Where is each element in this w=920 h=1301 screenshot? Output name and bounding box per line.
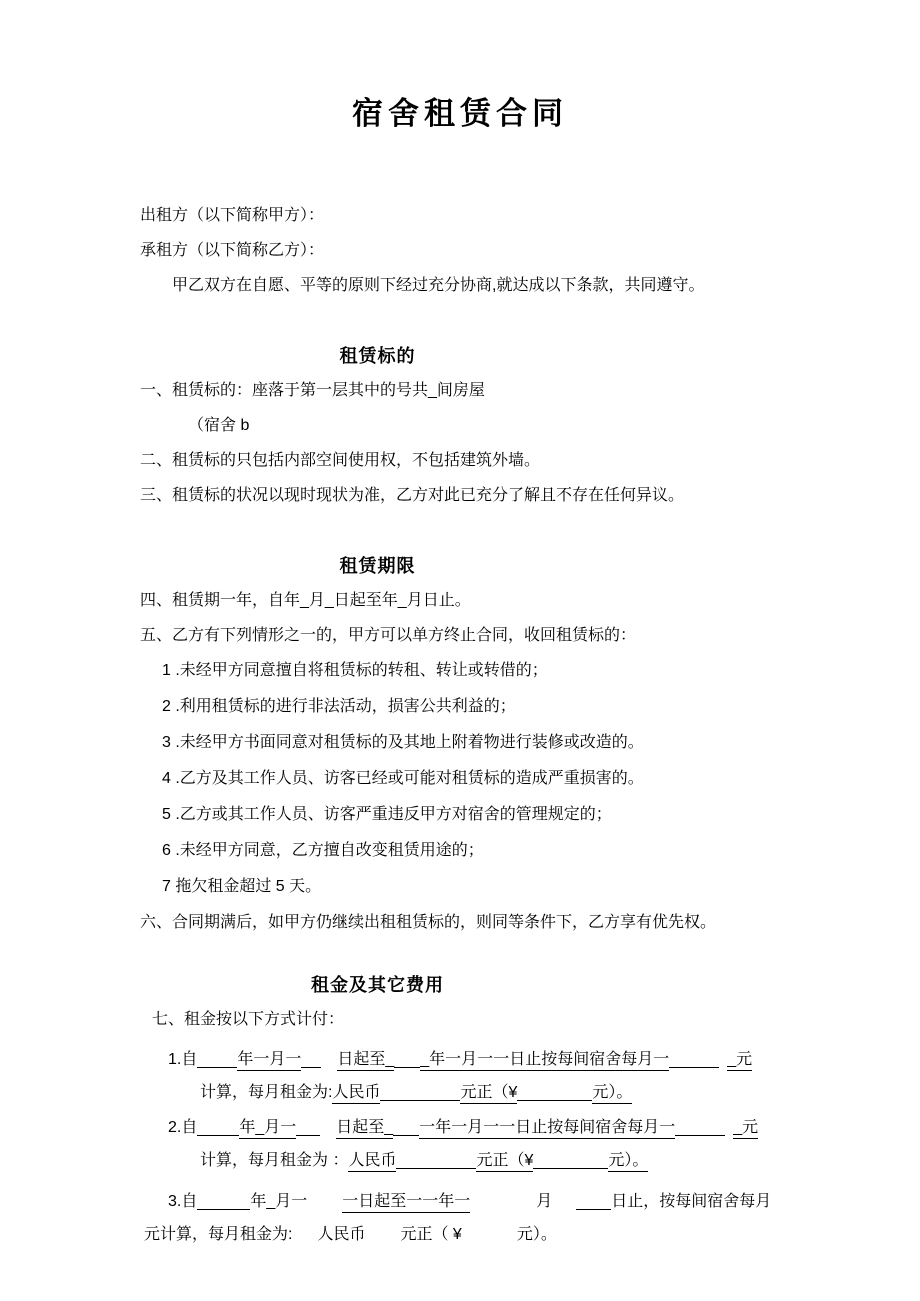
term-condition-2: 2 .利用租赁标的进行非法活动，损害公共利益的； xyxy=(162,698,516,715)
term-condition-3: 3 .未经甲方书面同意对租赁标的及其地上附着物进行装修或改造的。 xyxy=(162,734,644,751)
party-lessee-line: 承租方（以下简称乙方）： xyxy=(140,242,325,259)
rent-text-segment: _元 xyxy=(733,1118,758,1139)
rent-text-segment: 人民币 xyxy=(332,1083,380,1104)
section-heading-rental-subject: 租赁标的 xyxy=(339,346,416,366)
blank-field xyxy=(197,1196,250,1210)
rent-text-segment: 一日止按每间宿舍每月一 xyxy=(493,1050,669,1071)
document-title: 宿舍租赁合同 xyxy=(352,96,568,131)
blank-field xyxy=(393,1122,419,1136)
section-rental-term xyxy=(140,551,615,583)
rent-text-segment: 计算，每月租金为 ： xyxy=(200,1152,349,1169)
clause-4: 四、租赁期一年，自年_月_日起至年_月日止。 xyxy=(140,592,471,609)
rent-text-segment: 元）。 xyxy=(608,1151,648,1172)
clause-1-note: （宿舍 b xyxy=(188,417,250,434)
term-condition-1: 1 .未经甲方同意擅自将租赁标的转租、转让或转借的； xyxy=(162,662,548,679)
rent-item-3-line-1 xyxy=(140,1185,780,1218)
clause-3: 三、租赁标的状况以现时现状为准，乙方对此已充分了解且不存在任何异议。 xyxy=(140,487,685,504)
rent-text-segment: 年一月一 xyxy=(237,1050,301,1071)
section-rental-subject xyxy=(140,341,615,373)
rent-text-segment: 计算，每月租金为: xyxy=(200,1084,333,1101)
blank-field xyxy=(197,1054,237,1068)
rent-text-segment: 年_月一 xyxy=(239,1118,296,1139)
section-rent-and-fees xyxy=(140,970,615,1002)
term-condition-7: 7 拖欠租金超过 5 天。 xyxy=(162,878,322,895)
rent-text-segment: 元计算，每月租金为: xyxy=(144,1226,293,1243)
rent-text-segment: 元正（¥ xyxy=(460,1083,517,1104)
rent-item-1-line-1 xyxy=(140,1043,780,1076)
term-condition-4: 4 .乙方及其工作人员、访客已经或可能对租赁标的造成严重损害的。 xyxy=(162,770,644,787)
rent-text-segment: 3.自 xyxy=(168,1193,198,1210)
blank-field xyxy=(301,1054,321,1068)
rent-text-segment: 元正（ ¥ xyxy=(400,1226,462,1243)
rent-text-segment: 日起至_ xyxy=(337,1050,394,1071)
rent-text-segment: 一年一月一 xyxy=(419,1118,499,1139)
section-heading-rent-and-fees: 租金及其它费用 xyxy=(311,975,444,995)
blank-field xyxy=(576,1196,611,1210)
clause-7: 七、租金按以下方式计付： xyxy=(152,1011,345,1028)
rent-item-1-line-2 xyxy=(140,1076,780,1109)
rent-text-segment: 元正（¥ xyxy=(476,1151,533,1172)
blank-field xyxy=(380,1087,460,1101)
party-lessor-line: 出租方（以下简称甲方）： xyxy=(140,207,325,224)
term-condition-6: 6 .未经甲方同意，乙方擅自改变租赁用途的； xyxy=(162,842,484,859)
preamble-text: 甲乙双方在自愿、平等的原则下经过充分协商,就达成以下条款，共同遵守。 xyxy=(172,277,705,294)
rent-text-segment: 人民币 xyxy=(348,1151,396,1172)
blank-field xyxy=(675,1122,725,1136)
rent-text-segment: 月 xyxy=(536,1193,553,1210)
blank-field xyxy=(517,1087,592,1101)
rent-text-segment: _年一月一 xyxy=(420,1050,493,1071)
rent-text-segment: 2.自 xyxy=(168,1119,198,1136)
rent-item-2-line-1 xyxy=(140,1111,780,1144)
rent-text-segment: 元）。 xyxy=(592,1083,632,1104)
section-heading-rental-term: 租赁期限 xyxy=(339,556,416,576)
blank-field xyxy=(197,1122,239,1136)
blank-field xyxy=(533,1155,608,1169)
rent-text-segment: 1.自 xyxy=(168,1051,198,1068)
blank-field xyxy=(396,1155,476,1169)
rent-text-segment: 年_月一 xyxy=(250,1193,308,1210)
term-condition-5: 5 .乙方或其工作人员、访客严重违反甲方对宿舍的管理规定的； xyxy=(162,806,612,823)
clause-5: 五、乙方有下列情形之一的，甲方可以单方终止合同，收回租赁标的： xyxy=(140,627,637,644)
rent-text-segment: 一日止按每间宿舍每月一 xyxy=(499,1118,675,1139)
blank-field xyxy=(296,1122,320,1136)
rent-text-segment: 日止，按每间宿舍每月 xyxy=(611,1193,772,1210)
rent-item-3-line-2 xyxy=(140,1218,780,1251)
clause-1: 一、租赁标的：座落于第一层其中的号共_间房屋 xyxy=(140,382,485,399)
rent-text-segment: 人民币 xyxy=(317,1226,366,1243)
rent-text-segment: 日起至_ xyxy=(336,1118,393,1139)
blank-field xyxy=(669,1054,719,1068)
clause-6: 六、合同期满后，如甲方仍继续出租租赁标的，则同等条件下，乙方享有优先权。 xyxy=(140,914,717,931)
rent-item-2-line-2 xyxy=(140,1144,780,1177)
rent-text-segment: 元）。 xyxy=(516,1226,557,1243)
blank-field xyxy=(394,1054,420,1068)
clause-2: 二、租赁标的只包括内部空间使用权，不包括建筑外墙。 xyxy=(140,452,541,469)
rent-text-segment: 一日起至一一年一 xyxy=(342,1192,470,1213)
rent-text-segment: _元 xyxy=(727,1050,752,1071)
